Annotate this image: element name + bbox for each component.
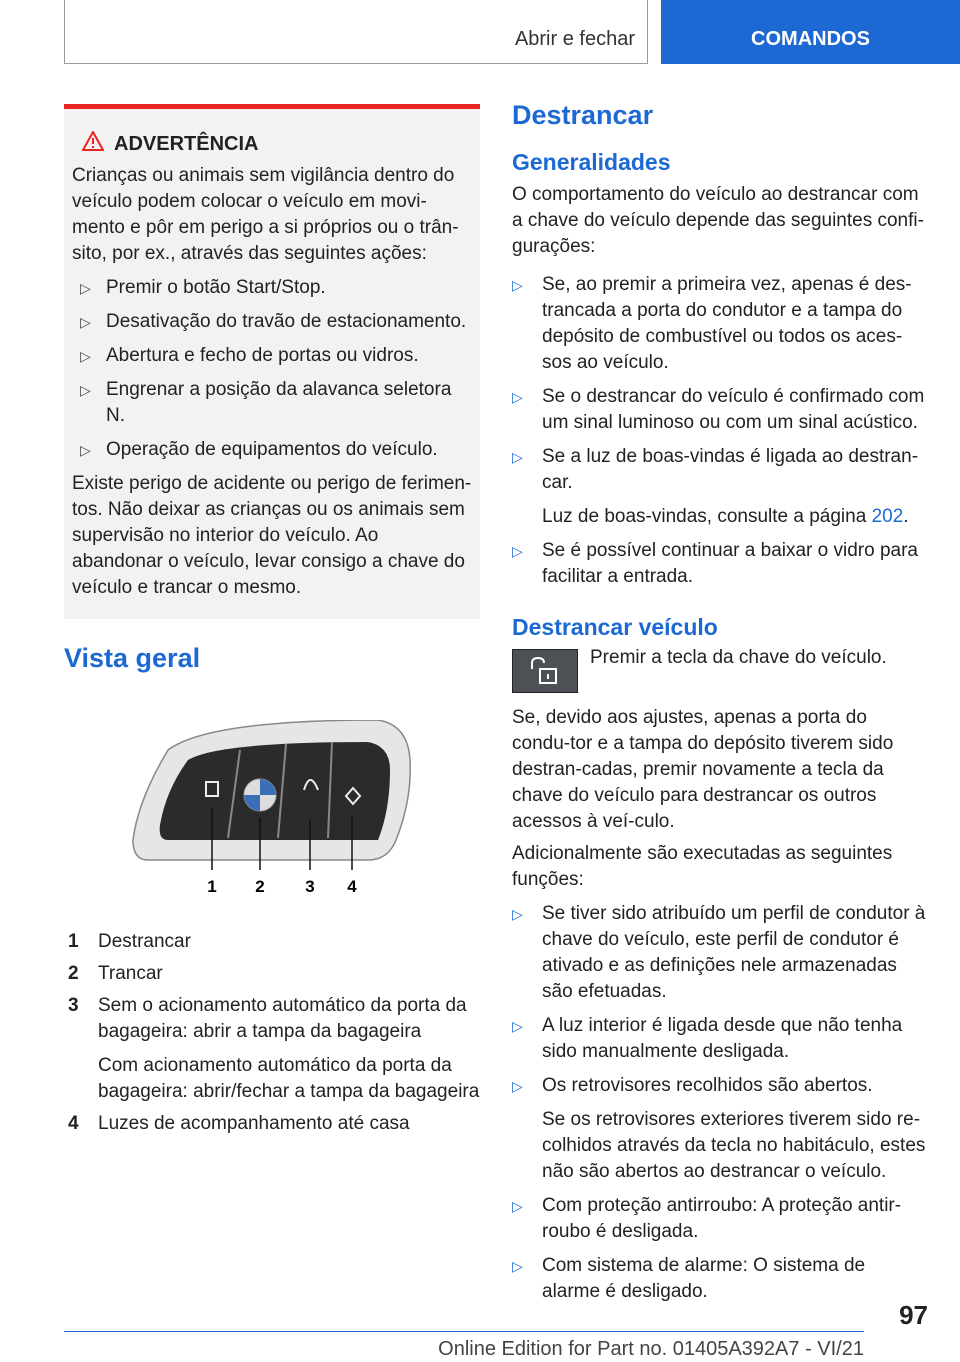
legend-item bbox=[64, 993, 480, 1105]
key-instruction-row bbox=[512, 649, 928, 693]
unlock-heading: Destrancar bbox=[512, 100, 654, 130]
right-column bbox=[512, 100, 928, 1313]
page-number: 97 bbox=[899, 1300, 928, 1330]
unlock-para-1: Se, devido aos ajustes, apenas a porta do condu-tor e a tampa do depósito tiverem sido destran-cadas, premir novamente a tecla da chave do veículo para destrancar os outros acessos à veí-culo. bbox=[512, 707, 894, 832]
overview-legend bbox=[64, 929, 480, 1137]
header-chapter-title: COMANDOS bbox=[751, 28, 870, 50]
list-item: ▷ Desativação do travão de estacionamento. bbox=[72, 309, 474, 335]
footer-edition: Online Edition for Part no. 01405A392A7 - VI/21 bbox=[438, 1338, 864, 1360]
list-item: ▷ Com proteção antirroubo: A proteção antir-roubo é desligada. bbox=[512, 1193, 928, 1245]
list-item: ▷ Se é possível continuar a baixar o vidro para facilitar a entrada. bbox=[512, 538, 928, 590]
callout-2: 2 bbox=[255, 877, 265, 896]
warning-box bbox=[64, 104, 480, 619]
left-column bbox=[64, 104, 480, 1143]
legend-extra: Com acionamento automático da porta da bagageira: abrir/fechar a tampa da bagageira bbox=[98, 1055, 480, 1102]
list-item: ▷ Se tiver sido atribuído um perfil de condutor à chave do veículo, este perfil de condutor é ativado e as definições nele armazenadas são efetuadas. bbox=[512, 901, 928, 1005]
list-item: ▷ A luz interior é ligada desde que não tenha sido manualmente desligada. bbox=[512, 1013, 928, 1065]
list-item: ▷ Abertura e fecho de portas ou vidros. bbox=[72, 343, 474, 369]
key-fob-drawing bbox=[128, 720, 418, 910]
key-instruction: Premir a tecla da chave do veículo. bbox=[590, 647, 887, 668]
callout-3: 3 bbox=[305, 877, 315, 896]
legend-num: 4 bbox=[68, 1113, 79, 1134]
list-item: ▷ Com sistema de alarme: O sistema de alarme é desligado. bbox=[512, 1253, 928, 1305]
warning-outro: Existe perigo de acidente ou perigo de ferimen-tos. Não deixar as crianças ou os animais sem supervisão no interior do veículo. Ao abandonar o veículo, levar consigo a chave do veículo e trancar o mesmo. bbox=[72, 473, 472, 598]
list-item: ▷ Operação de equipamentos do veículo. bbox=[72, 437, 474, 463]
legend-text: Luzes de acompanhamento até casa bbox=[98, 1113, 410, 1134]
warning-title: ADVERTÊNCIA bbox=[114, 132, 259, 155]
general-heading: Generalidades bbox=[512, 149, 671, 175]
page-link[interactable]: 202 bbox=[871, 506, 904, 527]
functions-list bbox=[512, 901, 928, 1305]
list-item: ▷ Se o destrancar do veículo é confirmado com um sinal luminoso ou com um sinal acústico. bbox=[512, 384, 928, 436]
legend-item bbox=[64, 961, 480, 987]
general-list bbox=[512, 272, 928, 590]
unlock-para-2: Adicionalmente são executadas as seguintes funções: bbox=[512, 843, 893, 890]
warning-intro: Crianças ou animais sem vigilância dentro do veículo podem colocar o veículo em movi-mento e pôr em perigo a si próprios ou o trân-sito, por ex., através das seguintes ações: bbox=[72, 165, 459, 264]
unlock-key-icon bbox=[512, 649, 578, 693]
header-section-box bbox=[64, 0, 648, 64]
header-section-title: Abrir e fechar bbox=[514, 28, 635, 50]
header-chapter-box bbox=[661, 0, 960, 64]
callout-4: 4 bbox=[347, 877, 357, 896]
legend-num: 3 bbox=[68, 995, 79, 1016]
warning-title-row bbox=[72, 131, 474, 157]
legend-text: Sem o acionamento automático da porta da bagageira: abrir a tampa da bagageira bbox=[98, 995, 467, 1042]
warning-triangle-icon bbox=[82, 131, 104, 157]
legend-item bbox=[64, 929, 480, 955]
list-item: ▷ Os retrovisores recolhidos são abertos. Se os retrovisores exteriores tiverem sido re-colhidos através da tecla no habitáculo, estes não são abertos ao destrancar o veículo. bbox=[512, 1073, 928, 1185]
key-fob-illustration bbox=[64, 720, 480, 915]
legend-text: Destrancar bbox=[98, 931, 191, 952]
legend-num: 1 bbox=[68, 931, 79, 952]
list-item: ▷ Se, ao premir a primeira vez, apenas é des-trancada a porta do condutor e a tampa do depósito de combustível ou todos os aces-sos ao veículo. bbox=[512, 272, 928, 376]
list-item: ▷ Se a luz de boas-vindas é ligada ao destran-car. Luz de boas-vindas, consulte a página 202. bbox=[512, 444, 928, 530]
warning-list bbox=[72, 275, 474, 463]
list-item: ▷ Premir o botão Start/Stop. bbox=[72, 275, 474, 301]
footer-divider bbox=[64, 1331, 864, 1332]
legend-num: 2 bbox=[68, 963, 79, 984]
legend-item bbox=[64, 1111, 480, 1137]
vehicle-heading: Destrancar veículo bbox=[512, 614, 718, 640]
overview-heading: Vista geral bbox=[64, 643, 201, 673]
list-item: ▷ Engrenar a posição da alavanca seletora N. bbox=[72, 377, 474, 429]
general-text: O comportamento do veículo ao destrancar com a chave do veículo depende das seguintes confi-gurações: bbox=[512, 184, 924, 257]
legend-text: Trancar bbox=[98, 963, 163, 984]
callout-1: 1 bbox=[207, 877, 217, 896]
